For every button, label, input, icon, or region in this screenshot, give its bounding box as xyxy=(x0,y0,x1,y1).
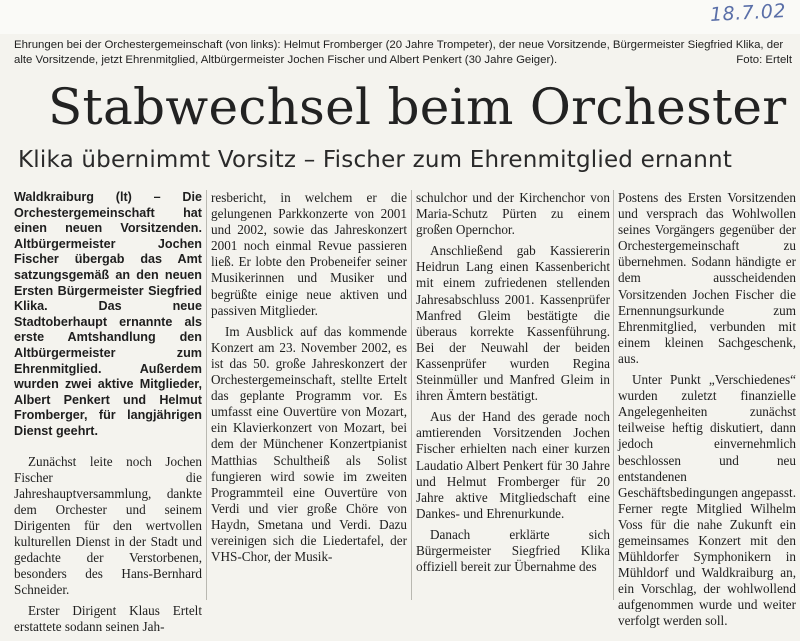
article-column-3 xyxy=(416,190,610,580)
article-column-1 xyxy=(14,190,202,641)
body-paragraph: Danach erklärte sich Bürgermeister Siegfried Klika offiziell bereit zur Übernahme des xyxy=(416,526,610,575)
body-paragraph: Unter Punkt „Verschiedenes“ wurden zuletzt finanzielle Angelegenheiten zunächst teilweise heftig diskutiert, dann jedoch einvernehmlich beschlossen und neu entstandenen Geschäftsbedingungen angepasst. Ferner regte Mitglied Wilhelm Voss für die nahe Zukunft ein gemeinsames Konzert mit den Mühldorfer Symphonikern in Mühldorf und Waldkraiburg an, ein Vorschlag, der wohlwollend aufgenommen wurde und weiter verfolgt werden soll. xyxy=(618,372,796,629)
column-divider xyxy=(206,190,207,600)
body-paragraph: Anschließend gab Kassiererin Heidrun Lang einen Kassenbericht mit einem zufriedenen stellenden Jahresabschluss 2001. Kassenprüfer Manfred Gleim bestätigte die überaus korrekte Kassenführung. Bei der Neuwahl der beiden Kassenprüfer wurden Regina Steinmüller und Manfred Gleim in ihren Ämtern bestätigt. xyxy=(416,243,610,404)
subheadline: Klika übernimmt Vorsitz – Fischer zum Ehrenmitglied ernannt xyxy=(18,147,733,173)
article-column-2 xyxy=(211,190,407,570)
column-divider xyxy=(411,190,412,600)
column-divider xyxy=(613,190,614,600)
caption-text: Ehrungen bei der Orchestergemeinschaft (von links): Helmut Fromberger (20 Jahre Trompeter), der neue Vorsitzende, Bürgermeister Siegfried Klika, der alte Vorsitzende, jetzt Ehrenmitglied, Altbürgermeister Jochen Fischer und Albert Penkert (30 Jahre Geiger). xyxy=(14,39,784,66)
photo-caption xyxy=(14,38,796,68)
handwritten-date: 18.7.02 xyxy=(709,0,787,26)
headline: Stabwechsel beim Orchester xyxy=(48,78,787,136)
photo-credit: Foto: Ertelt xyxy=(736,54,792,66)
body-paragraph: Aus der Hand des gerade noch amtierenden Vorsitzenden Jochen Fischer erhielten nach einer kurzen Laudatio Albert Penkert für 30 Jahre und Helmut Fromberger für 20 Jahre aktive Mitgliedschaft eine Dankes- und Ehrenurkunde. xyxy=(416,409,610,521)
body-paragraph: resbericht, in welchem er die gelungenen Parkkonzerte von 2001 und 2002, sowie das Jahreskonzert 2001 noch einmal Revue passieren ließ. Er lobte den Probeneifer seiner Musikerinnen und Musiker und begrüßte einige neue aktiven und passiven Mitglieder. xyxy=(211,190,407,318)
body-paragraph: schulchor und der Kirchenchor von Maria-Schutz Pürten zu einem großen Opernchor. xyxy=(416,190,610,238)
lead-paragraph: Waldkraiburg (lt) – Die Orchestergemeinschaft hat einen neuen Vorsitzenden. Altbürgermeister Jochen Fischer übergab das Amt satzungsgemäß an den neuen Ersten Bürgermeister Siegfried Klika. Das neue Stadtoberhaupt ernannte als erste Amtshandlung den Altbürgermeister zum Ehrenmitglied. Außerdem wurden zwei aktive Mitglieder, Albert Penkert und Helmut Fromberger, für langjährigen Dienst geehrt. xyxy=(14,190,202,438)
body-paragraph: Postens des Ersten Vorsitzenden und versprach das Wohlwollen seines Vorgängers gegenüber der Orchestergemeinschaft zu übernehmen. Sodann händigte er dem ausscheidenden Vorsitzenden Jochen Fischer die Ernennungsurkunde zum Ehrenmitglied, verbunden mit einem kleinen Sachgeschenk, aus. xyxy=(618,190,796,366)
photo-bottom-edge xyxy=(0,0,800,34)
body-paragraph: Im Ausblick auf das kommende Konzert am 23. November 2002, es ist das 50. große Jahreskonzert der Orchestergemeinschaft, stellte Ertelt das geplante Programm vor. Es umfasst eine Ouvertüre von Mozart, ein Klavierkonzert von Mozart, bei dem der Münchener Konzertpianist Matthias Schultheiß als Solist fungieren wird sowie im zweiten Programmteil eine Ouvertüre von Verdi und vier große Chöre von Haydn, Smetana und Verdi. Dazu vereinigen sich die Liedertafel, der VHS-Chor, der Musik- xyxy=(211,323,407,565)
article-column-4 xyxy=(618,190,796,635)
body-paragraph: Erster Dirigent Klaus Ertelt erstattete sodann seinen Jah- xyxy=(14,603,202,635)
body-paragraph: Zunächst leite noch Jochen Fischer die Jahreshauptversammlung, dankte dem Orchester und seinem Dirigenten für den wertvollen kulturellen Dienst in der Stadt und gedachte der Verstorbenen, besonders des Hans-Bernhard Schneider. xyxy=(14,453,202,598)
